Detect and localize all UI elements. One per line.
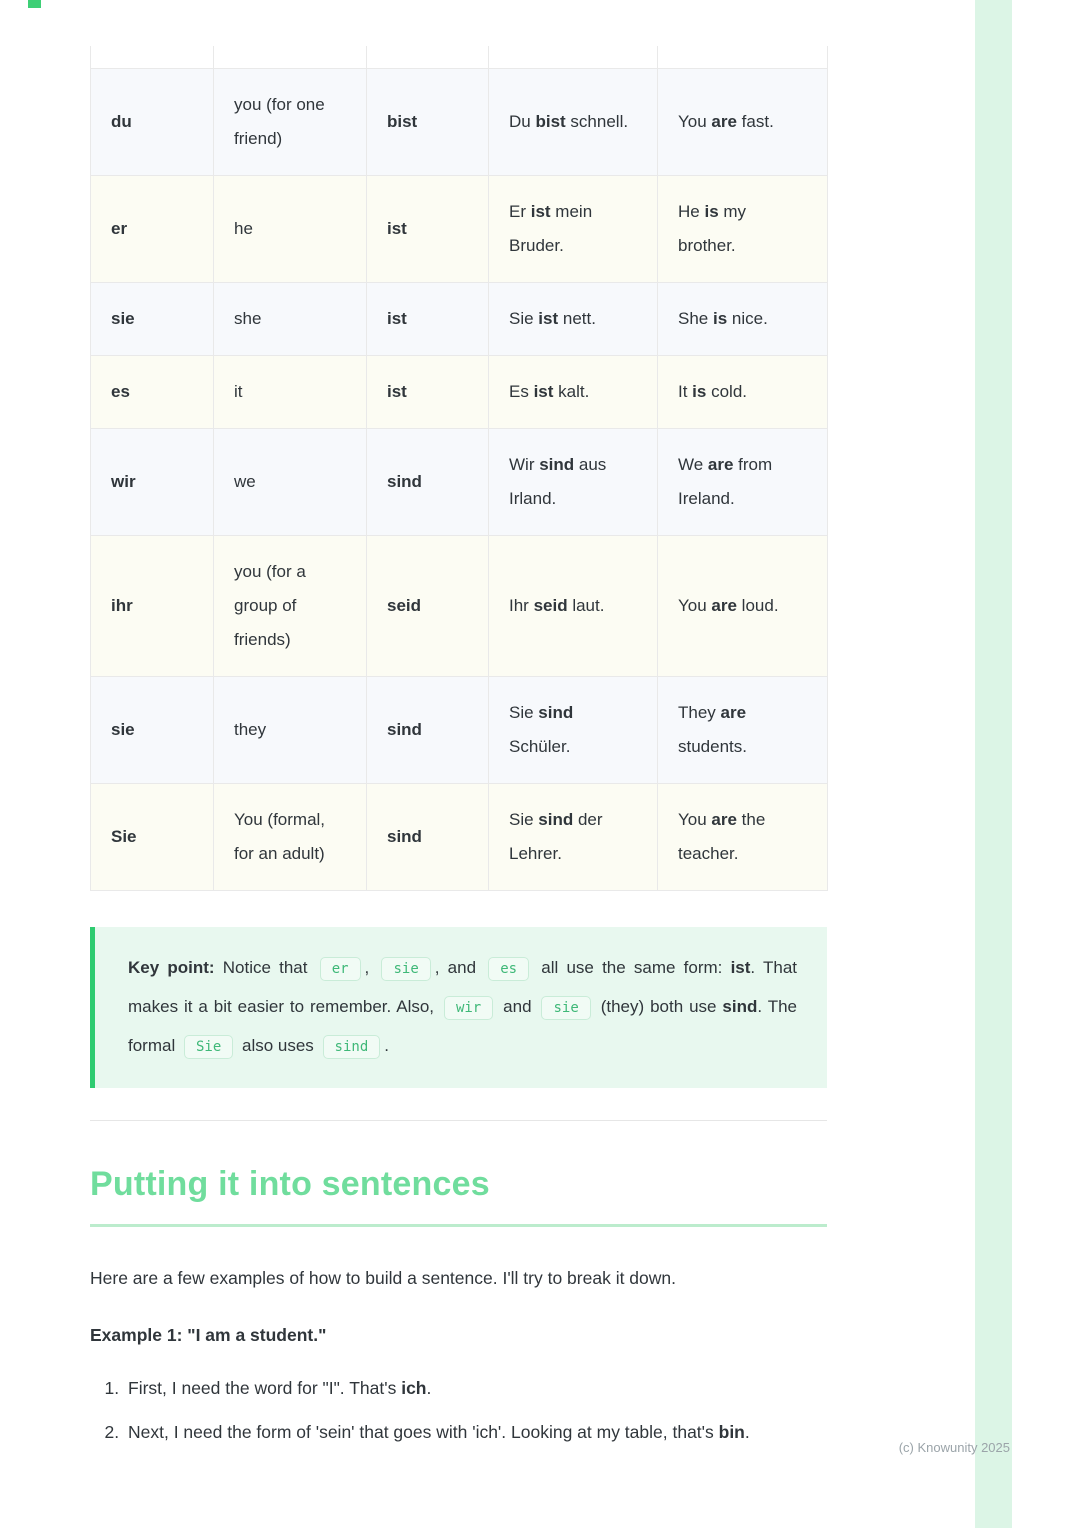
example-de-cell: Du bist schnell. xyxy=(489,68,658,175)
meaning-cell: you (for a group of friends) xyxy=(214,535,367,676)
form-cell: ist xyxy=(367,282,489,355)
copyright-footer: (c) Knowunity 2025 xyxy=(898,1440,1010,1455)
pronoun-cell: ihr xyxy=(91,535,214,676)
meaning-cell: it xyxy=(214,355,367,428)
translation-cell: They are students. xyxy=(658,676,828,783)
translation-cell: We are from Ireland. xyxy=(658,428,828,535)
example-steps-list xyxy=(90,1372,827,1448)
example-de-cell: Sie ist nett. xyxy=(489,282,658,355)
form-cell: ist xyxy=(367,355,489,428)
form-cell: seid xyxy=(367,535,489,676)
form-cell: sind xyxy=(367,676,489,783)
form-cell: bist xyxy=(367,68,489,175)
conjugation-table xyxy=(90,46,828,891)
meaning-cell: they xyxy=(214,676,367,783)
form-cell: sind xyxy=(367,428,489,535)
translation-cell: You are fast. xyxy=(658,68,828,175)
form-cell: ist xyxy=(367,175,489,282)
page-corner-marker xyxy=(28,0,41,8)
pronoun-cell: sie xyxy=(91,282,214,355)
table-row xyxy=(91,175,828,282)
example-de-cell: Sie sind Schüler. xyxy=(489,676,658,783)
translation-cell: It is cold. xyxy=(658,355,828,428)
key-point-callout: Key point: Notice that er , sie , and es all use the same form: ist. That makes it a bit easier to remember. Also, wir and sie (they) both use sind. The formal Sie also uses sind . xyxy=(90,927,827,1088)
table-row xyxy=(91,535,828,676)
translation-cell: She is nice. xyxy=(658,282,828,355)
side-accent-strip xyxy=(975,0,1012,1528)
translation-cell: You are the teacher. xyxy=(658,783,828,890)
example-title: Example 1: "I am a student." xyxy=(90,1324,327,1345)
table-row xyxy=(91,68,828,175)
meaning-cell: we xyxy=(214,428,367,535)
section-heading: Putting it into sentences xyxy=(90,1165,827,1227)
section-divider xyxy=(90,1120,827,1121)
meaning-cell: she xyxy=(214,282,367,355)
table-row xyxy=(91,783,828,890)
table-row xyxy=(91,355,828,428)
example-de-cell: Wir sind aus Irland. xyxy=(489,428,658,535)
translation-cell: You are loud. xyxy=(658,535,828,676)
page-content xyxy=(90,0,827,1448)
pronoun-cell: du xyxy=(91,68,214,175)
list-item: 2. Next, I need the form of 'sein' that goes with 'ich'. Looking at my table, that's bin. xyxy=(124,1416,827,1448)
table-row-clipped xyxy=(91,46,828,68)
form-cell: sind xyxy=(367,783,489,890)
table-row xyxy=(91,282,828,355)
example-de-cell: Ihr seid laut. xyxy=(489,535,658,676)
meaning-cell: he xyxy=(214,175,367,282)
meaning-cell: You (formal, for an adult) xyxy=(214,783,367,890)
table-row xyxy=(91,428,828,535)
pronoun-cell: er xyxy=(91,175,214,282)
pronoun-cell: Sie xyxy=(91,783,214,890)
section-intro: Here are a few examples of how to build a sentence. I'll try to break it down. xyxy=(90,1267,677,1288)
example-de-cell: Er ist mein Bruder. xyxy=(489,175,658,282)
example-de-cell: Es ist kalt. xyxy=(489,355,658,428)
list-item: 1. First, I need the word for "I". That's ich. xyxy=(124,1372,827,1404)
pronoun-cell: es xyxy=(91,355,214,428)
meaning-cell: you (for one friend) xyxy=(214,68,367,175)
pronoun-cell: sie xyxy=(91,676,214,783)
pronoun-cell: wir xyxy=(91,428,214,535)
table-row xyxy=(91,676,828,783)
example-de-cell: Sie sind der Lehrer. xyxy=(489,783,658,890)
translation-cell: He is my brother. xyxy=(658,175,828,282)
